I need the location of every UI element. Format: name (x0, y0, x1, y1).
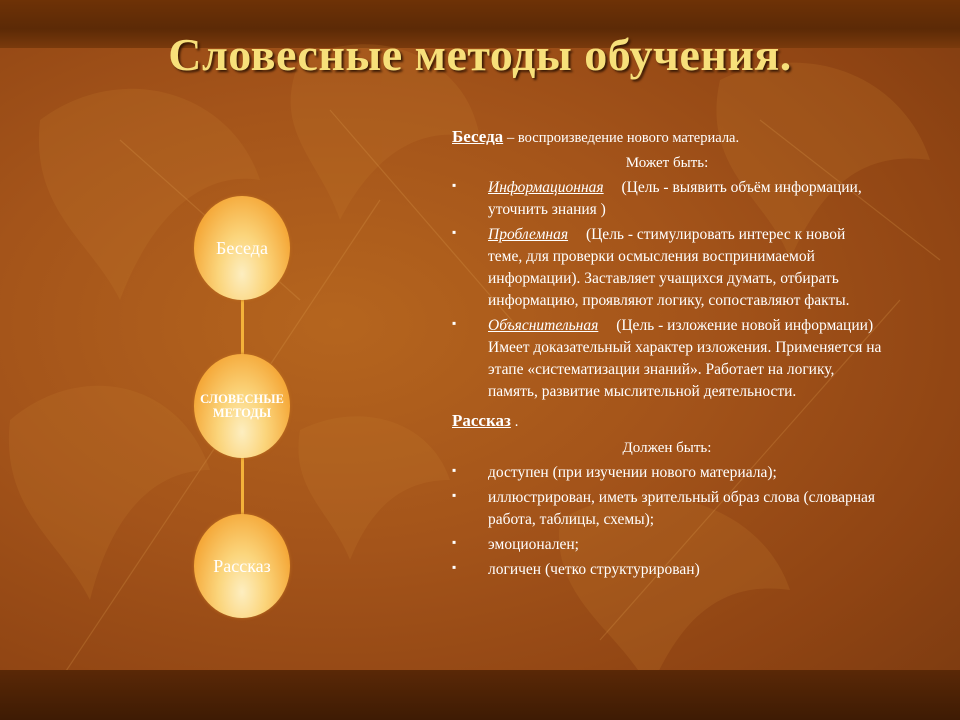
item-text: (Цель - изложение новой информации) Имеет доказательный характер изложения. Применяется на этапе «систематизации знаний». Работает на логику, память, развитие мыслительной деятельности. (488, 317, 882, 401)
item-type: Проблемная (488, 226, 569, 244)
diagram-node-rasskaz (194, 514, 290, 618)
item-type: Информационная (488, 179, 604, 197)
list-item (452, 224, 882, 312)
beseda-subheading: Может быть: (625, 155, 709, 172)
list-item (452, 559, 882, 581)
list-item (452, 315, 882, 403)
beseda-list (452, 177, 882, 403)
diagram-node-beseda (194, 196, 290, 300)
rasskaz-heading (452, 409, 882, 433)
bullet-icon: ▪ (452, 178, 457, 193)
list-item (452, 177, 882, 221)
bullet-icon: ▪ (452, 534, 457, 549)
beseda-heading (452, 125, 882, 149)
diagram-node-center (194, 354, 290, 458)
list-item (452, 462, 882, 484)
connector-top (241, 298, 244, 358)
bullet-icon: ▪ (452, 559, 457, 574)
bullet-icon: ▪ (452, 487, 457, 502)
item-text: иллюстрирован, иметь зрительный образ слова (словарная работа, таблицы, схемы); (488, 488, 876, 528)
beseda-term: Беседа (452, 127, 504, 146)
item-type: Объяснительная (488, 317, 599, 335)
rasskaz-term: Рассказ (452, 411, 511, 431)
bottom-band (0, 670, 960, 720)
item-text: (Цель - выявить объём информации, уточнить знания ) (488, 179, 862, 219)
bullet-icon: ▪ (452, 462, 457, 477)
list-item (452, 534, 882, 556)
diagram-node-label: СЛОВЕСНЫЕ МЕТОДЫ (200, 391, 284, 420)
slide-title: Словесные методы обучения. (168, 29, 792, 80)
bullet-icon: ▪ (452, 316, 457, 331)
rasskaz-subheading: Должен быть: (622, 439, 712, 456)
diagram-node-label: Беседа (216, 237, 268, 258)
diagram-node-label: Рассказ (213, 555, 271, 576)
rasskaz-description: . (514, 414, 519, 431)
list-item (452, 487, 882, 531)
item-text: эмоционален; (488, 535, 579, 553)
item-text: (Цель - стимулировать интерес к новой теме, для проверки осмысления воспринимаемой информации). Заставляет учащихся думать, отбирать информацию, проявляют логику, сопоставляют факты. (488, 226, 850, 310)
item-text: доступен (при изучении нового материала); (488, 463, 777, 481)
rasskaz-list (452, 462, 882, 581)
beseda-description: – воспроизведение нового материала. (507, 130, 740, 146)
item-text: логичен (четко структурирован) (488, 560, 700, 578)
connector-bottom (241, 456, 244, 518)
bullet-icon: ▪ (452, 225, 457, 240)
content-text (452, 125, 882, 584)
